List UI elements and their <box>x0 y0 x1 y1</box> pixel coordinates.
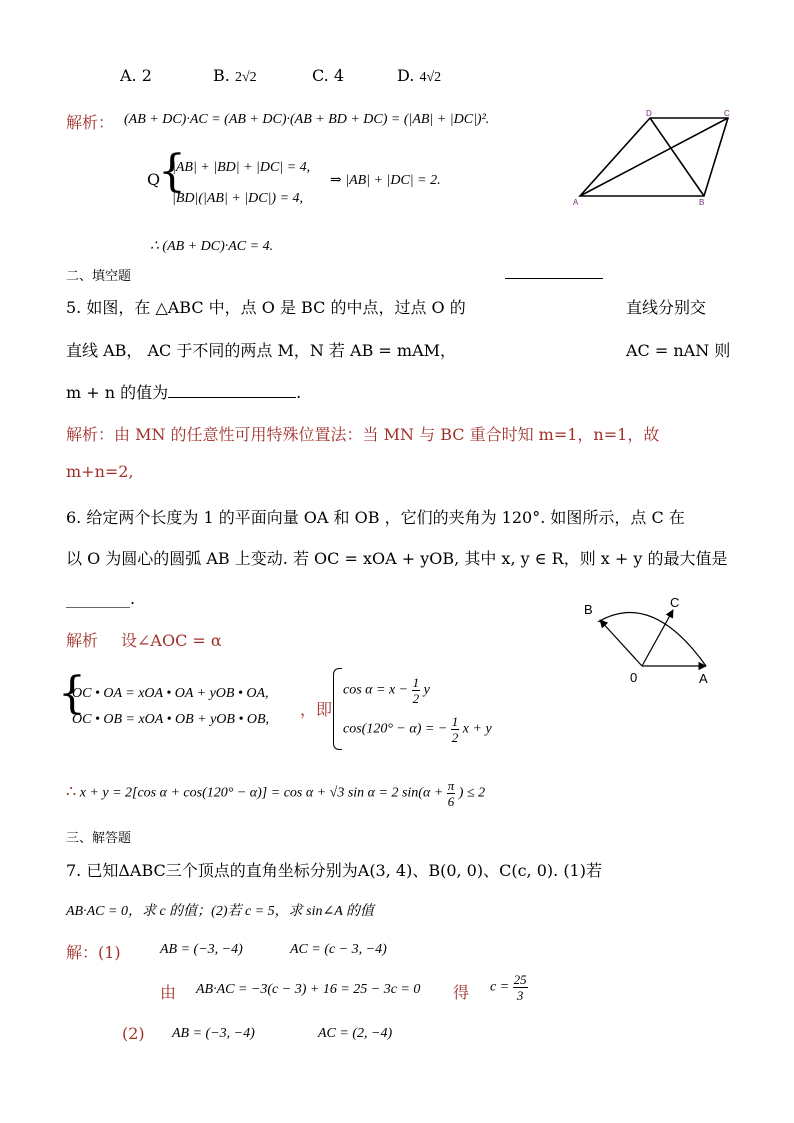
q6-brace-right <box>333 668 342 750</box>
option-b-letter: B. <box>213 66 230 85</box>
diagonal-ac <box>580 118 728 196</box>
vector-oc <box>642 610 673 666</box>
q4-solution-line1: (AB + DC)·AC = (AB + DC)·(AB + BD + DC) = (|AB| + |DC|)². <box>124 112 490 127</box>
half-den-2: 2 <box>451 730 459 745</box>
c-fraction <box>513 972 528 1003</box>
q6-blank: ________. <box>66 589 136 608</box>
c-den: 3 <box>516 988 524 1003</box>
label-a2: A <box>699 671 708 686</box>
label-a: A <box>573 198 579 207</box>
q5-line3-period: . <box>296 383 302 402</box>
label-b2: B <box>584 602 593 617</box>
q6-sys2b-left: cos(120° − α) = − <box>343 721 448 737</box>
q5-line2: 直线 AB， AC 于不同的两点 M，N 若 AB = mAM， <box>66 341 457 360</box>
option-b-value: 2√2 <box>234 70 257 85</box>
half-num-2: 1 <box>451 714 459 729</box>
pi-num: π <box>447 778 455 793</box>
half-num: 1 <box>412 675 420 690</box>
blank-line-top <box>505 278 603 279</box>
q5-line2-end: AC = nAN 则 <box>626 341 731 360</box>
q6-sys2a-left: cos α = x − <box>343 682 409 698</box>
half-fraction-2 <box>451 714 460 745</box>
q5-line3 <box>66 380 301 403</box>
section3-title: 三、解答题 <box>66 831 132 846</box>
label-c: C <box>724 109 730 118</box>
q4-conclusion: ∴ (AB + DC)·AC = 4. <box>150 239 274 254</box>
q4-implies: ⇒ |AB| + |DC| = 2. <box>330 173 441 188</box>
pi-fraction <box>447 778 456 809</box>
q6-solution-label: 解析 <box>66 631 99 650</box>
q4-solution-label: 解析： <box>66 113 115 132</box>
half-fraction <box>412 675 421 706</box>
q7-sol-ab: AB = (−3, −4) <box>160 942 243 957</box>
q5-solution: 解析：由 MN 的任意性可用特殊位置法：当 MN 与 BC 重合时知 m=1，n=1，故 <box>66 425 660 444</box>
pi-den: 6 <box>447 794 455 809</box>
q6-sys2a <box>343 675 430 706</box>
label-b: B <box>699 198 705 207</box>
q4-brace: { <box>158 146 186 197</box>
option-d <box>397 66 441 86</box>
section2-title: 二、填空题 <box>66 269 132 284</box>
c-num: 25 <box>513 972 527 987</box>
q6-sys1b: OC • OB = xOA • OB + yOB • OB, <box>72 712 270 727</box>
therefore-symbol: ∴ <box>66 783 77 801</box>
q7-c-result <box>490 972 528 1003</box>
q6-brace-left: { <box>58 668 86 719</box>
q7-line2: AB·AC = 0，求 c 的值；(2)若 c = 5，求 sin∠A 的值 <box>66 904 375 919</box>
q6-solution-set <box>121 628 222 651</box>
q4-case1: |AB| + |BD| + |DC| = 4, <box>172 160 311 175</box>
option-b <box>213 66 257 86</box>
q6-final-left: x + y = 2[cos α + cos(120° − α)] = cos α + √3 sin α = 2 sin(α + <box>79 785 444 801</box>
q5-answer-blank <box>168 397 296 398</box>
q5-line1-end: 直线分别交 <box>626 298 707 317</box>
option-a: A. 2 <box>120 66 152 85</box>
q7-sol2-ac: AC = (2, −4) <box>318 1026 393 1041</box>
q6-ji: ，即 <box>300 700 333 719</box>
diagonal-db <box>650 118 704 196</box>
q7-eq: AB·AC = −3(c − 3) + 16 = 25 − 3c = 0 <box>196 982 421 997</box>
q5-solution-end: m+n=2, <box>66 462 134 481</box>
option-d-letter: D. <box>397 66 415 85</box>
option-c: C. 4 <box>312 66 345 85</box>
q5-line3-text: m + n 的值为 <box>66 383 169 402</box>
q7-c-eq: c = <box>490 979 510 995</box>
q4-q-symbol: Q <box>147 170 161 189</box>
q6-sys2b-right: x + y <box>462 721 492 737</box>
q6-final-right: ) ≤ 2 <box>458 785 486 801</box>
parallelogram-figure <box>568 104 744 214</box>
q4-case2: |BD|(|AB| + |DC|) = 4, <box>172 191 304 206</box>
q6-sys2a-right: y <box>423 682 430 698</box>
half-den: 2 <box>412 691 420 706</box>
q7-line1: 7. 已知ΔABC三个顶点的直角坐标分别为A(3, 4)、B(0, 0)、C(c, 0). (1)若 <box>66 861 602 880</box>
option-d-value: 4√2 <box>419 70 442 85</box>
q7-sol-ac: AC = (c − 3, −4) <box>290 942 387 957</box>
vector-ob <box>600 620 642 666</box>
q6-line1: 6. 给定两个长度为 1 的平面向量 OA 和 OB ，它们的夹角为 120°. 如图所示，点 C 在 <box>66 508 685 527</box>
q7-de: 得 <box>453 983 470 1002</box>
label-c2: C <box>670 596 680 610</box>
label-o: 0 <box>630 670 638 685</box>
q6-sys1a: OC • OA = xOA • OA + yOB • OA, <box>72 686 269 701</box>
label-d: D <box>646 109 652 118</box>
q5-line1: 5. 如图，在 △ABC 中，点 O 是 BC 的中点，过点 O 的 <box>66 298 466 317</box>
arc-figure <box>572 596 722 688</box>
q7-you: 由 <box>160 983 177 1002</box>
arc-ab <box>598 613 706 666</box>
q6-line2: 以 O 为圆心的圆弧 AB 上变动. 若 OC = xOA + yOB, 其中 x, y ∈ R，则 x + y 的最大值是 <box>66 549 728 568</box>
q7-sol-label: 解：(1) <box>66 943 121 962</box>
q6-set-text: 设∠AOC = α <box>121 631 222 650</box>
q6-sys2b <box>343 714 492 745</box>
q7-part2: (2) <box>122 1024 145 1043</box>
q6-final <box>66 778 485 809</box>
q7-sol2-ab: AB = (−3, −4) <box>172 1026 255 1041</box>
